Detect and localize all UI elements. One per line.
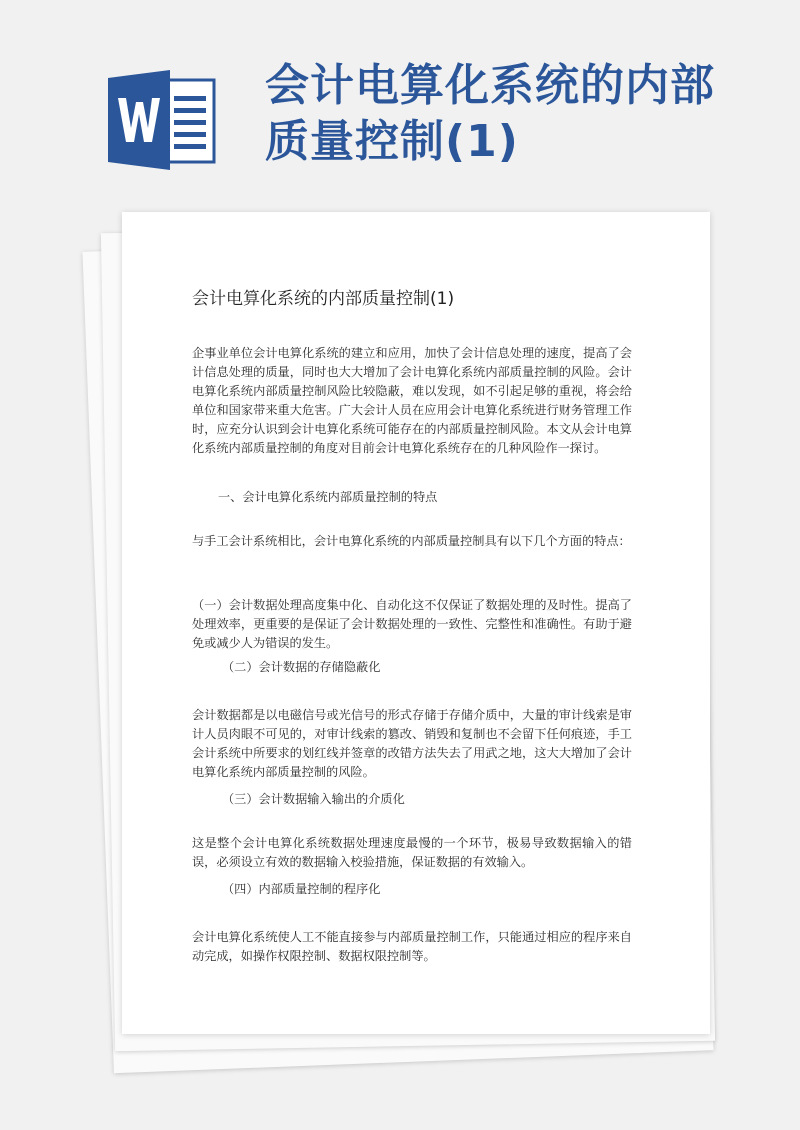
point-4-heading: （四）内部质量控制的程序化 [222, 882, 381, 896]
intro-paragraph: 企事业单位会计电算化系统的建立和应用，加快了会计信息处理的速度，提高了会计信息处理的质量，同时也大大增加了会计电算化系统内部质量控制的风险。会计电算化系统内部质量控制风险比较隐蔽，难以发现，如不引起足够的重视，将会给单位和国家带来重大危害。广大会计人员在应用会计电算化系统进行财务管理工作时，应充分认识到会计电算化系统可能存在的内部质量控制风险。本文从会计电算化系统内部质量控制的角度对目前会计电算化系统存在的几种风险作一探讨。 [192, 346, 632, 455]
banner-title-line-1: 会计电算化系统的内部 [265, 60, 715, 111]
point-3-paragraph: 这是整个会计电算化系统数据处理速度最慢的一个环节，极易导致数据输入的错误，必须设立有效的数据输入校验措施，保证数据的有效输入。 [192, 836, 632, 869]
banner [0, 0, 800, 210]
point-2-heading: （二）会计数据的存储隐蔽化 [222, 660, 381, 674]
point-4-paragraph: 会计电算化系统使人工不能直接参与内部质量控制工作，只能通过相应的程序来自动完成，如操作权限控制、数据权限控制等。 [192, 930, 632, 963]
banner-title [265, 58, 785, 170]
document-title: 会计电算化系统的内部质量控制(1) [192, 289, 455, 309]
document-page [122, 212, 710, 1034]
point-3-heading: （三）会计数据输入输出的介质化 [222, 792, 405, 806]
point-1-paragraph: （一）会计数据处理高度集中化、自动化这不仅保证了数据处理的及时性。提高了处理效率，更重要的是保证了会计数据处理的一致性、完整性和准确性。有助于避免或减少人为错误的发生。 [192, 598, 632, 650]
banner-title-line-2: 质量控制(1) [265, 116, 519, 167]
point-2-paragraph: 会计数据都是以电磁信号或光信号的形式存储于存储介质中，大量的审计线索是审计人员肉眼不可见的，对审计线索的篡改、销毁和复制也不会留下任何痕迹，手工会计系统中所要求的划红线并签章的改错方法失去了用武之地，这大大增加了会计电算化系统内部质量控制的风险。 [192, 708, 632, 779]
section-intro-paragraph: 与手工会计系统相比，会计电算化系统的内部质量控制具有以下几个方面的特点： [192, 534, 631, 548]
section-heading: 一、会计电算化系统内部质量控制的特点 [218, 490, 438, 504]
word-document-icon [108, 70, 216, 170]
